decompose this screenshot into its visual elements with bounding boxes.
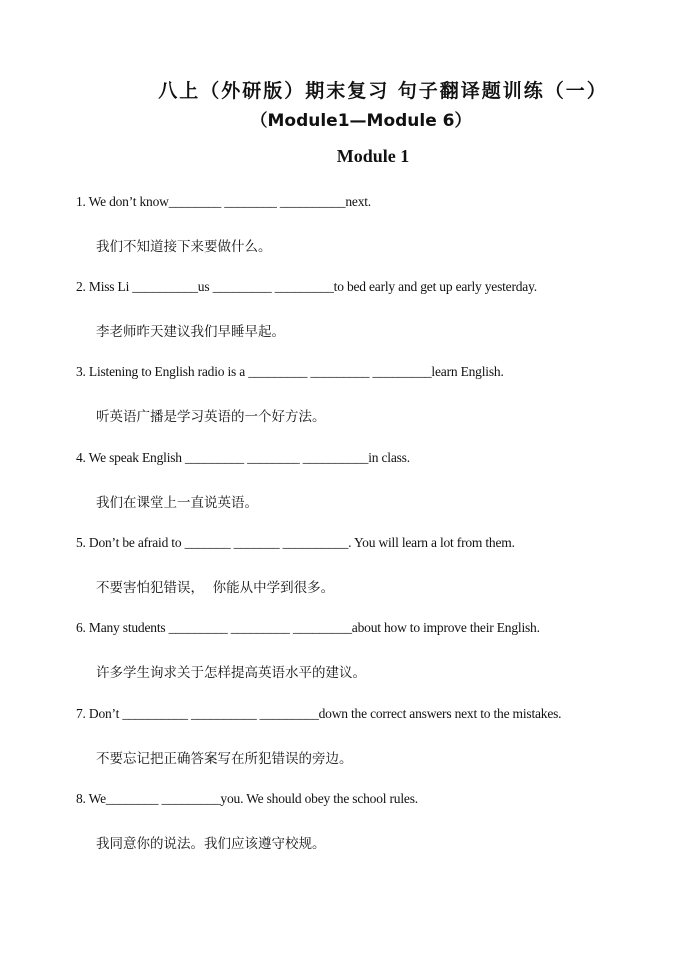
page-subtitle: （Module1—Module 6） [250,111,472,131]
exercise-7-question: 7. Don’t __________ __________ _________down the correct answers next to the mistakes. [76,706,562,721]
exercise-6-translation: 许多学生询求关于怎样提高英语水平的建议。 [96,665,366,681]
exercise-2-translation: 李老师昨天建议我们早睡早起。 [96,324,285,340]
exercise-4-question: 4. We speak English _________ ________ __________in class. [76,450,410,465]
exercise-4-translation: 我们在课堂上一直说英语。 [96,495,258,511]
exercise-8-question: 8. We________ _________you. We should obey the school rules. [76,791,418,806]
exercise-6-question: 6. Many students _________ _________ _________about how to improve their English. [76,620,540,635]
section-heading: Module 1 [336,146,410,166]
exercise-1-translation: 我们不知道接下来要做什么。 [96,239,272,255]
exercise-1-question: 1. We don’t know________ ________ __________next. [76,194,371,209]
exercise-5-question: 5. Don’t be afraid to _______ _______ __________. You will learn a lot from them. [76,535,515,550]
exercise-3-translation: 听英语广播是学习英语的一个好方法。 [96,409,326,425]
page-title: 八上（外研版）期末复习 句子翻译题训练（一） [158,80,608,102]
exercise-3-question: 3. Listening to English radio is a _________ _________ _________learn English. [76,364,504,379]
exercise-2-question: 2. Miss Li __________us _________ _________to bed early and get up early yesterday. [76,279,537,294]
exercise-5-translation: 不要害怕犯错误， 你能从中学到很多。 [96,580,335,596]
exercise-8-translation: 我同意你的说法。我们应该遵守校规。 [96,836,326,852]
exercise-7-translation: 不要忘记把正确答案写在所犯错误的旁边。 [96,751,353,767]
